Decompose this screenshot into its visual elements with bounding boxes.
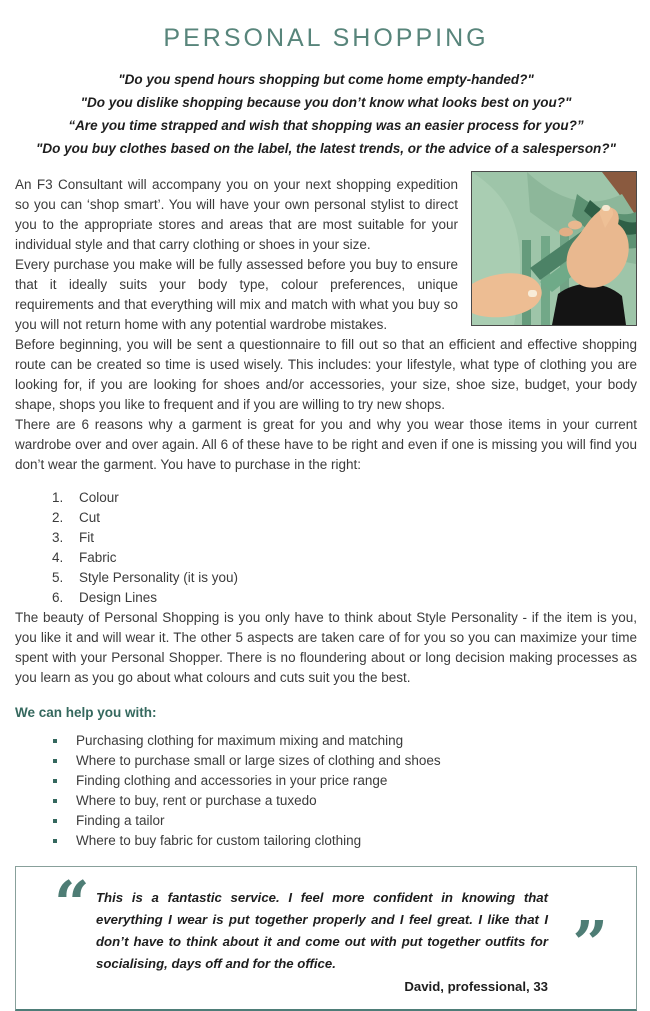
square-bullet-icon — [53, 739, 57, 743]
testimonial-box — [15, 866, 637, 1011]
reason-item-4: 4. Fabric — [67, 548, 637, 568]
help-item-label: Finding a tailor — [76, 813, 165, 828]
testimonial-attribution: David, professional, 33 — [404, 979, 548, 994]
square-bullet-icon — [53, 759, 57, 763]
reason-item-5: 5. Style Personality (it is you) — [67, 568, 637, 588]
square-bullet-icon — [53, 779, 57, 783]
beauty-paragraph: The beauty of Personal Shopping is you only have to think about Style Personality - if the item is you, you like it and will wear it. The other 5 aspects are taken care of for you so you can maximize your time spent with your Personal Shopper. There is no floundering about or long decision making processes as you learn as you go about what colours and cuts suit you the best. — [15, 610, 637, 685]
reasons-list — [15, 488, 637, 608]
help-item-3 — [53, 771, 637, 791]
intro-quote-1: "Do you spend hours shopping but come home empty-handed?" — [118, 72, 534, 87]
reason-item-1: 1. Colour — [67, 488, 637, 508]
fabric-photo-image — [472, 172, 636, 325]
help-item-6 — [53, 831, 637, 851]
help-heading: We can help you with: — [15, 705, 157, 720]
help-item-2 — [53, 751, 637, 771]
quote-open-icon: “ — [54, 867, 90, 940]
reasons-intro-paragraph: There are 6 reasons why a garment is great for you and why you wear those items in your current wardrobe over and over again. All 6 of these have to be right and even if one is missing you will find you don’t wear the garment. You have to purchase in the right: — [15, 417, 637, 472]
testimonial-text: This is a fantastic service. I feel more confident in knowing that everything I wear is put together properly and I feel great. I like that I don’t have to think about it and come out with put together outfits for socialising, days off and for the office. — [96, 890, 548, 971]
intro-quote-3: “Are you time strapped and wish that shopping was an easier process for you?” — [68, 118, 584, 133]
fabric-photo — [471, 171, 637, 326]
questionnaire-paragraph: Before beginning, you will be sent a questionnaire to fill out so that an efficient and effective shopping route can be created so time is used wisely. This includes: your lifestyle, what type of clothing you are looking for, if you are looking for shoes and/or accessories, your size, shoe size, budget, your body shape, shops you like to frequent and if you are willing to try new shops. — [15, 337, 637, 412]
help-item-label: Where to purchase small or large sizes of clothing and shoes — [76, 753, 441, 768]
intro-quote-4: "Do you buy clothes based on the label, the latest trends, or the advice of a salesperson?" — [36, 141, 616, 156]
intro-quote-2: "Do you dislike shopping because you don’t know what looks best on you?" — [80, 95, 572, 110]
square-bullet-icon — [53, 839, 57, 843]
help-item-label: Where to buy, rent or purchase a tuxedo — [76, 793, 317, 808]
intro-paragraph-1: An F3 Consultant will accompany you on your next shopping expedition so you can ‘shop smart’. You will have your own personal stylist to direct you to the appropriate stores and areas that are most suitable for your individual style and that carry clothing or shoes in your size. — [15, 177, 458, 252]
square-bullet-icon — [53, 819, 57, 823]
page-title: PERSONAL SHOPPING — [163, 24, 489, 52]
intro-paragraph-2: Every purchase you make will be fully assessed before you buy to ensure that it ideally suits your body type, colour preferences, unique requirements and that everything will mix and match with what you buy so you will not return home with any potential wardrobe mistakes. — [15, 257, 458, 332]
help-list — [15, 731, 637, 851]
intro-quotes — [15, 68, 637, 160]
reason-item-6: 6. Design Lines — [67, 588, 637, 608]
help-item-label: Purchasing clothing for maximum mixing and matching — [76, 733, 404, 748]
help-item-1 — [53, 731, 637, 751]
intro-section — [15, 175, 637, 335]
help-item-label: Where to buy fabric for custom tailoring clothing — [76, 833, 362, 848]
help-item-label: Finding clothing and accessories in your price range — [76, 773, 388, 788]
help-item-5 — [53, 811, 637, 831]
reason-item-2: 2. Cut — [67, 508, 637, 528]
quote-close-icon: ” — [572, 907, 608, 980]
square-bullet-icon — [53, 799, 57, 803]
help-item-4 — [53, 791, 637, 811]
reason-item-3: 3. Fit — [67, 528, 637, 548]
